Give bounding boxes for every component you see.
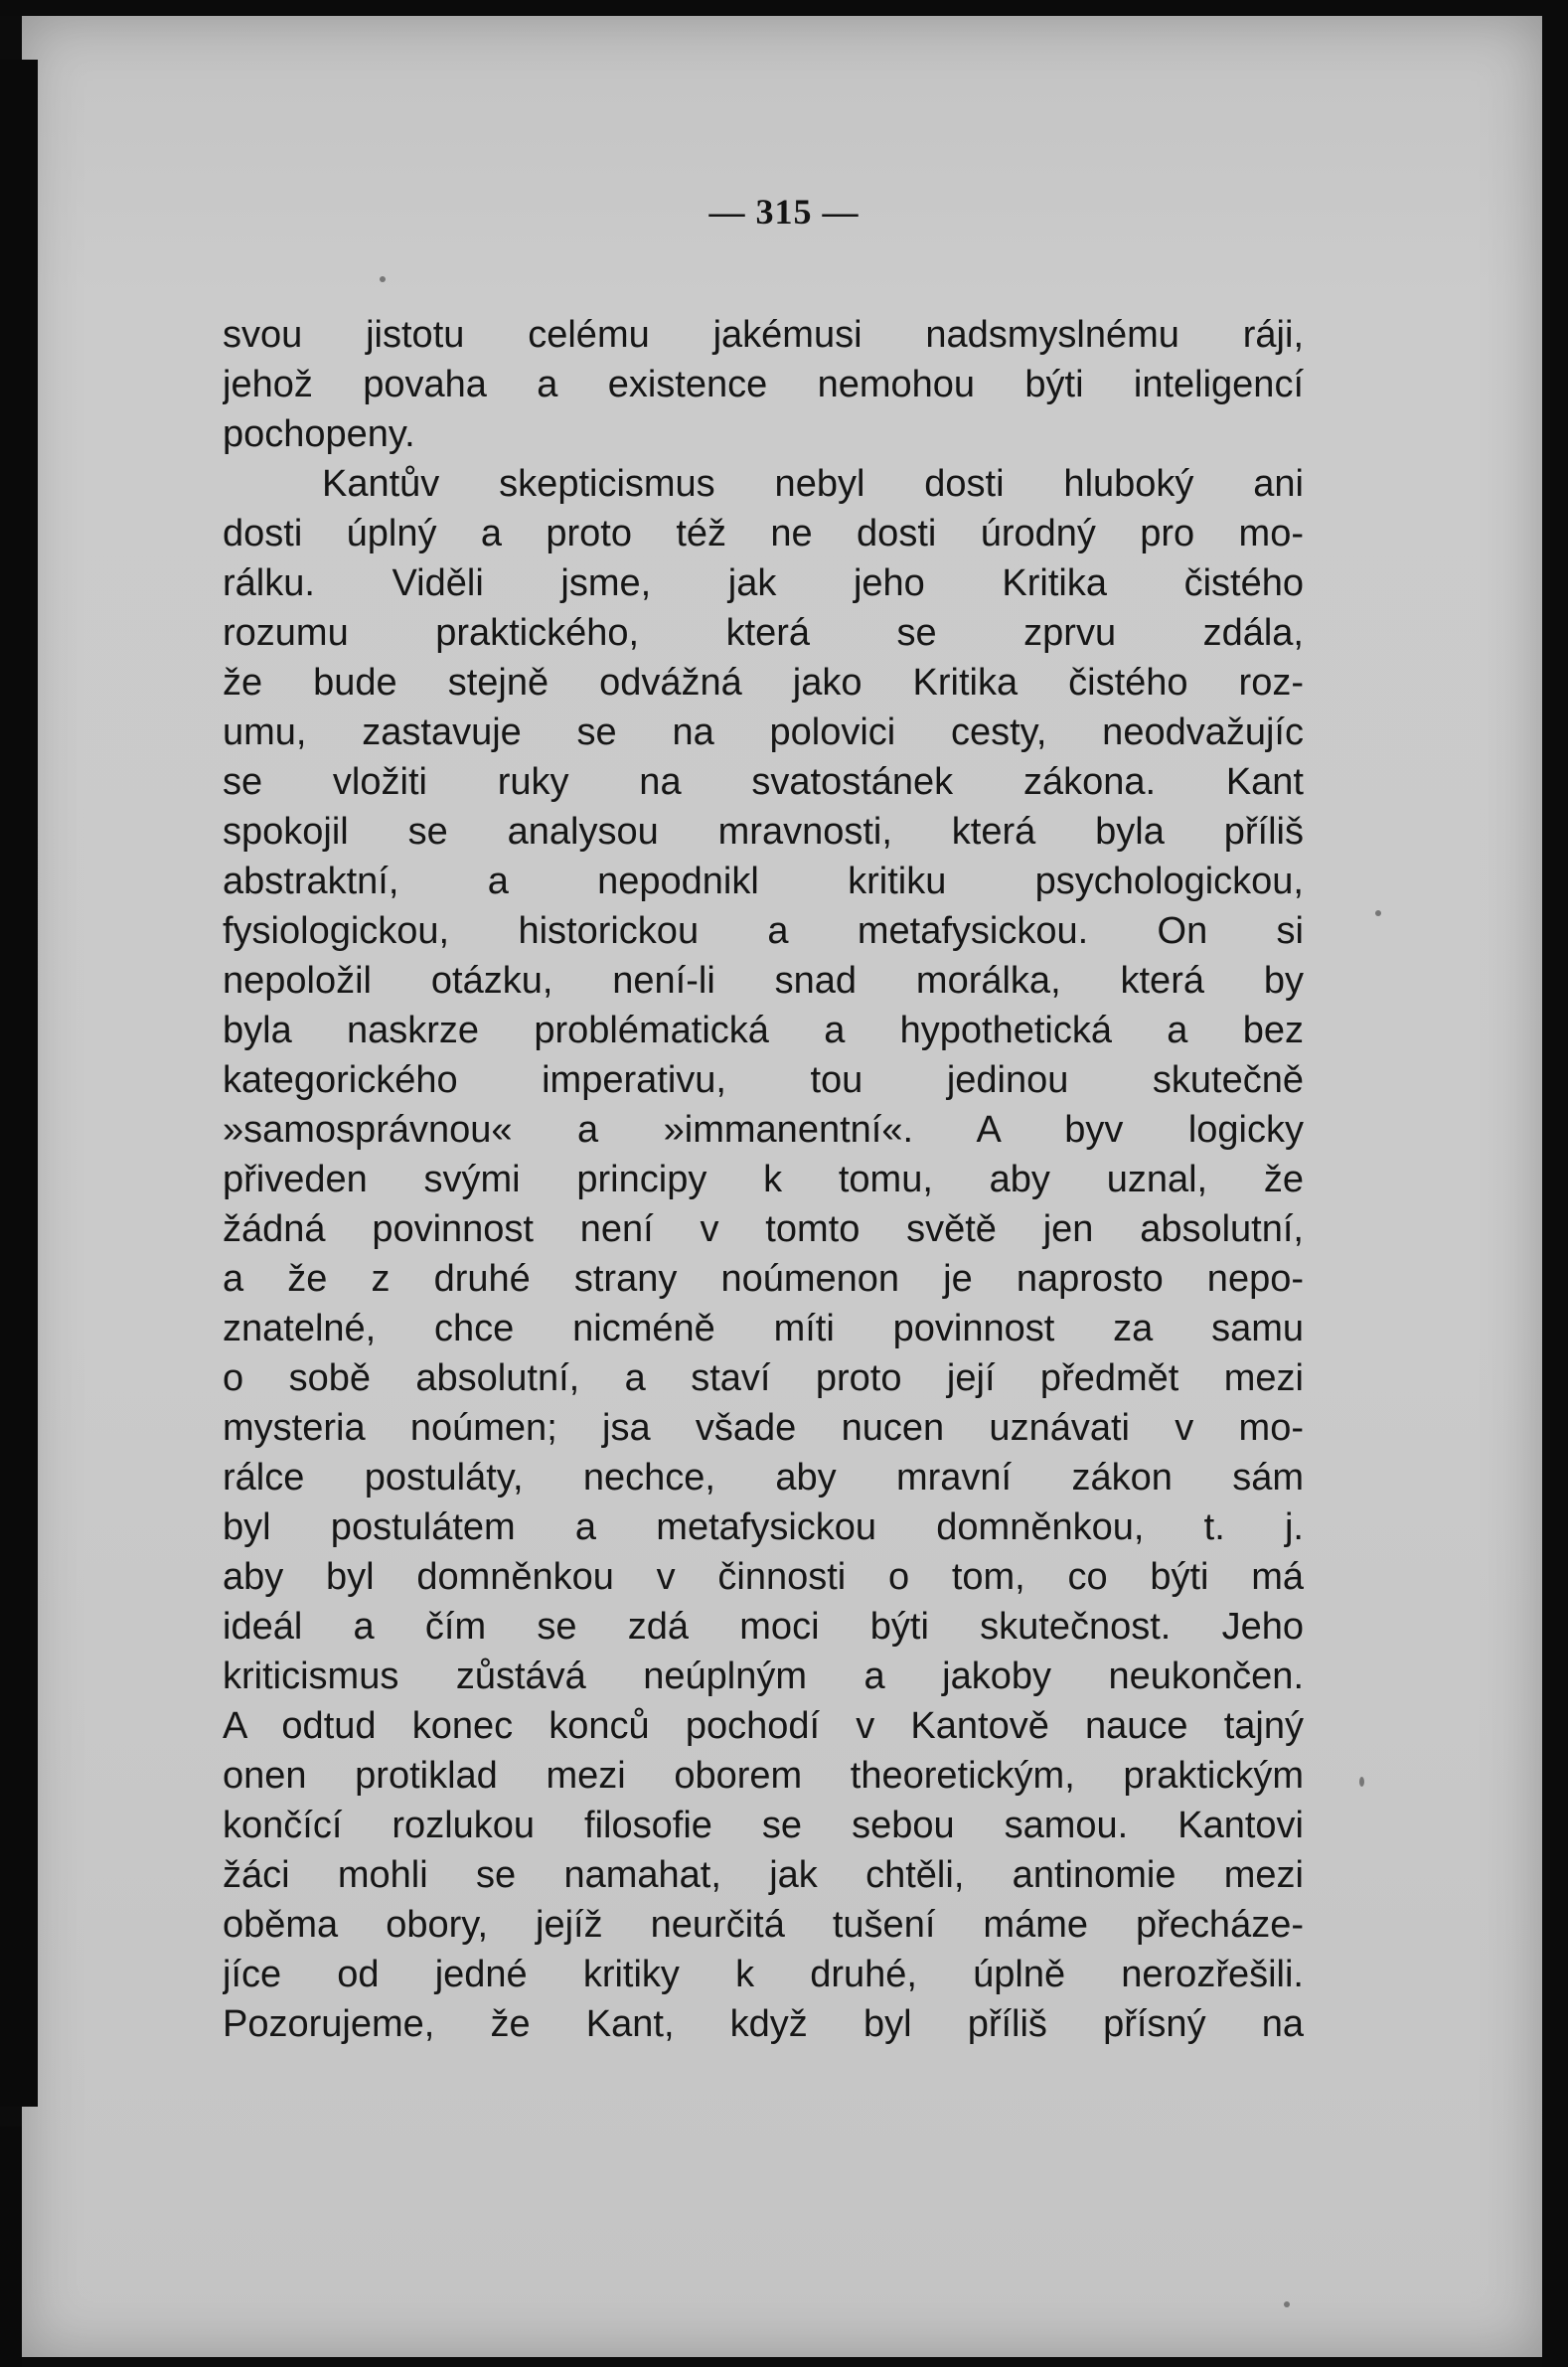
scan-right-edge [1542, 0, 1568, 2367]
text-line: nepoložil otázku, není-li snad morálka, která by [223, 960, 1304, 1002]
text-line: jehož povaha a existence nemohou býti inteligencí [223, 364, 1304, 405]
text-line: umu, zastavuje se na polovici cesty, neodvažujíc [223, 711, 1304, 753]
text-line: »samosprávnou« a »immanentní«. A byv logicky [223, 1109, 1304, 1151]
text-line: pochopeny. [223, 413, 415, 455]
text-line: spokojil se analysou mravnosti, která byla příliš [223, 811, 1304, 853]
text-line: byla naskrze problématická a hypothetická a bez [223, 1010, 1304, 1051]
text-line: fysiologickou, historickou a metafysickou. On si [223, 910, 1304, 952]
page-number: — 315 — [708, 192, 860, 232]
text-line: svou jistotu celému jakémusi nadsmyslnému ráji, [223, 314, 1304, 356]
text-line: žádná povinnost není v tomto světě jen absolutní, [223, 1208, 1304, 1250]
text-line: rálku. Viděli jsme, jak jeho Kritika čistého [223, 562, 1304, 604]
paper-speck [1359, 1777, 1364, 1787]
text-line: aby byl domněnkou v činnosti o tom, co býti má [223, 1556, 1304, 1598]
text-line: onen protiklad mezi oborem theoretickým, praktickým [223, 1755, 1304, 1797]
text-line: se vložiti ruky na svatostánek zákona. Kant [223, 761, 1304, 803]
text-line: že bude stejně odvážná jako Kritika čistého roz- [223, 662, 1304, 704]
text-line: přiveden svými principy k tomu, aby uznal, že [223, 1159, 1304, 1200]
text-line: oběma obory, jejíž neurčitá tušení máme přecháze- [223, 1904, 1304, 1946]
text-line: ideál a čím se zdá moci býti skutečnost. Jeho [223, 1606, 1304, 1648]
text-line: kategorického imperativu, tou jedinou skutečně [223, 1059, 1304, 1101]
text-line: dosti úplný a proto též ne dosti úrodný pro mo- [223, 513, 1304, 554]
body-text [223, 310, 1304, 2049]
text-line: Pozorujeme, že Kant, když byl příliš přísný na [223, 2003, 1304, 2045]
text-line: kriticismus zůstává neúplným a jakoby neukončen. [223, 1656, 1304, 1697]
text-line: o sobě absolutní, a staví proto její předmět mezi [223, 1357, 1304, 1399]
scan-top-edge [0, 0, 1568, 16]
text-line: rálce postuláty, nechce, aby mravní zákon sám [223, 1457, 1304, 1499]
text-line: A odtud konec konců pochodí v Kantově nauce tajný [223, 1705, 1304, 1747]
text-line: jíce od jedné kritiky k druhé, úplně nerozřešili. [223, 1954, 1304, 1995]
text-line: a že z druhé strany noúmenon je naprosto nepo- [223, 1258, 1304, 1300]
text-line: abstraktní, a nepodnikl kritiku psychologickou, [223, 861, 1304, 902]
paper-speck [1284, 2301, 1290, 2307]
binding-shadow-lower [0, 2127, 22, 2367]
binding-shadow [0, 60, 38, 2107]
text-line: končící rozlukou filosofie se sebou samou. Kantovi [223, 1805, 1304, 1846]
paper-speck [1375, 910, 1381, 916]
text-line: mysteria noúmen; jsa všade nucen uznávati v mo- [223, 1407, 1304, 1449]
text-line: znatelné, chce nicméně míti povinnost za samu [223, 1308, 1304, 1349]
text-line: rozumu praktického, která se zprvu zdála, [223, 612, 1304, 654]
text-line: žáci mohli se namahat, jak chtěli, antinomie mezi [223, 1854, 1304, 1896]
text-line: Kantův skepticismus nebyl dosti hluboký ani [322, 463, 1304, 505]
paper-speck [380, 276, 386, 282]
text-line: byl postulátem a metafysickou domněnkou, t. j. [223, 1506, 1304, 1548]
